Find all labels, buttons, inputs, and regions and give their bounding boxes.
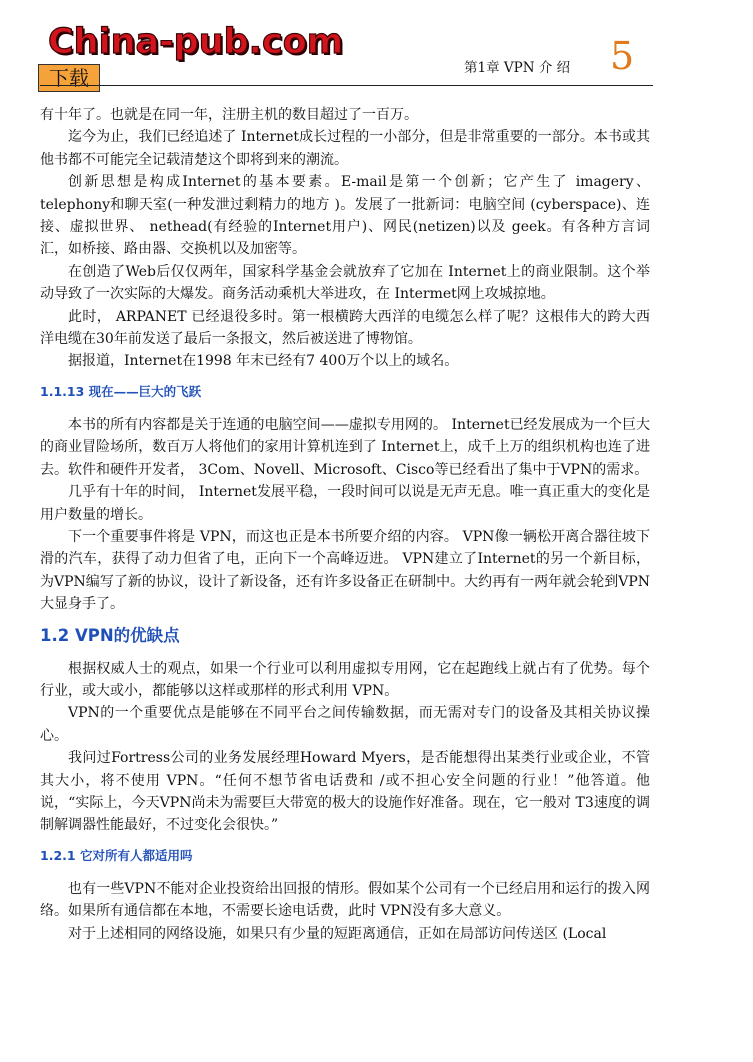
section-heading-1-2: 1.2 VPN的优缺点 [40,625,180,645]
paragraph: 几乎有十年的时间， Internet发展平稳，一段时间可以说是无声无息。唯一真正重大的变化是用户数量的增长。 [40,484,650,523]
paragraph: 有十年了。也就是在同一年，注册主机的数目超过了一百万。 [40,107,418,123]
paragraph: 也有一些VPN不能对企业投资给出回报的情形。假如某个公司有一个已经启用和运行的拨入网络。如果所有通信都在本地，不需要长途电话费，此时 VPN没有多大意义。 [40,880,650,920]
page-number: 5 [610,34,635,78]
logo-text: China-pub.com [48,22,344,62]
paragraph: 此时， ARPANET 已经退役多时。第一根横跨大西洋的电缆怎么样了呢？这根伟大的跨大西洋电缆在30年前发送了最后一条报文，然后被送进了博物馆。 [40,308,650,348]
paragraph: 对于上述相同的网络设施，如果只有少量的短距离通信，正如在局部访问传送区 (Local [68,925,607,942]
china-pub-logo [44,22,344,94]
paragraph: 下一个重要事件将是 VPN，而这也正是本书所要介绍的内容。 VPN像一辆松开离合器往坡下滑的汽车，获得了动力但省了电，正向下一个高峰迈进。 VPN建立了Internet的另一个新目标，为VPN编写了新的协议，设计了新设备，还有许多设备正在研制中。大约再有一两年就会轮到VPN大显身手了。 [40,528,650,613]
paragraph: 创新思想是构成Internet的基本要素。E-mail是第一个创新；它产生了 imagery、telephony和聊天室(一种发泄过剩精力的地方 )。发展了一批新词：电脑空间 (cyberspace)、连接、虚拟世界、 nethead(有经验的Internet用户)、网民(netizen)以及 geek。有各种方言词汇，如桥接、路由器、交换机以及加密等。 [40,174,650,258]
header-rule [40,85,653,86]
paragraph: VPN的一个重要优点是能够在不同平台之间传输数据，而无需对专门的设备及其相关协议操心。 [40,705,650,744]
section-heading-1-2-1: 1.2.1 它对所有人都适用吗 [40,847,193,863]
chapter-heading: 第1章 VPN 介 绍 [464,60,571,76]
paragraph: 据报道，Internet在1998 年末已经有7 400万个以上的域名。 [68,353,459,370]
paragraph: 我问过Fortress公司的业务发展经理Howard Myers，是否能想得出某类行业或企业，不管其大小，将不使用 VPN。“任何不想节省电话费和 /或不担心安全问题的行业！”他答道。他说，“实际上，今天VPN尚未为需要巨大带宽的极大的设施作好准备。现在，它一般对 T3速度的调制解调器性能最好，不过变化会很快。” [40,750,650,834]
page-body [40,104,650,945]
paragraph: 根据权威人士的观点，如果一个行业可以利用虚拟专用网，它在起跑线上就占有了优势。每个行业，或大或小，都能够以这样或那样的形式利用 VPN。 [40,660,650,699]
section-heading-1-1-13: 1.1.13 现在——巨大的飞跃 [40,383,202,399]
paragraph: 在创造了Web后仅仅两年，国家科学基金会就放弃了它加在 Internet上的商业限制。这个举动导致了一次实际的大爆发。商务活动乘机大举进攻，在 Intermet网上攻城掠地。 [40,263,650,303]
download-badge[interactable]: 下载 [38,64,100,92]
paragraph: 迄今为止，我们已经追述了 Internet成长过程的一小部分，但是非常重要的一部分。本书或其他书都不可能完全记载清楚这个即将到来的潮流。 [40,129,650,168]
paragraph: 本书的所有内容都是关于连通的电脑空间——虚拟专用网的。 Internet已经发展成为一个巨大的商业冒险场所，数百万人将他们的家用计算机连到了 Internet上，成千上万的组织机构也连了进去。软件和硬件开发者， 3Com、Novell、Microsoft、Cisco等已经看出了集中于VPN的需求。 [40,416,650,478]
